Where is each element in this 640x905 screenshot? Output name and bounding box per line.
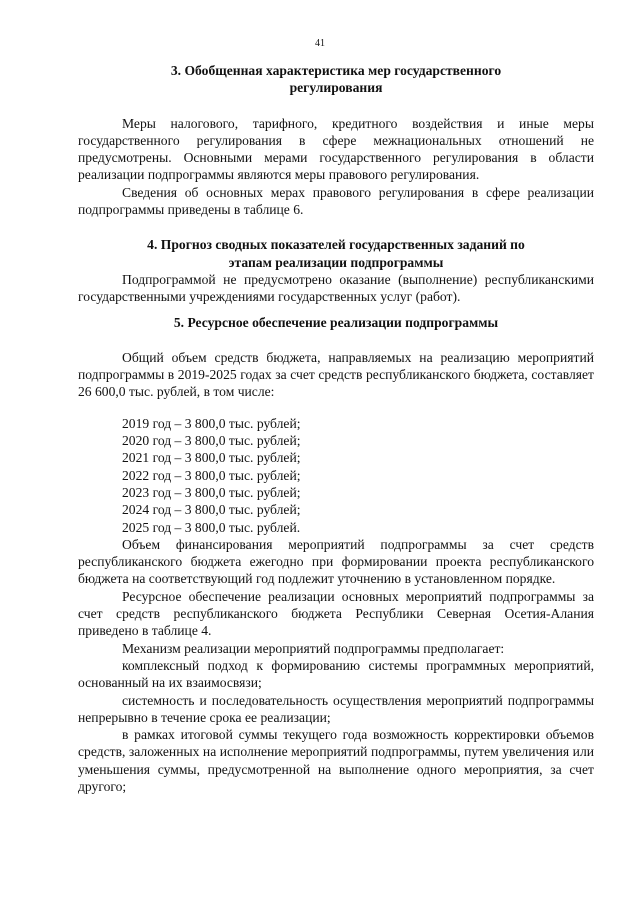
section-4-heading-line1: 4. Прогноз сводных показателей государственных заданий по bbox=[147, 237, 525, 253]
section-5-paragraph-4: Механизм реализации мероприятий подпрограммы предполагает: bbox=[122, 640, 505, 656]
section-5-paragraph-3: Ресурсное обеспечение реализации основных мероприятий подпрограммы за счет средств республиканского бюджета Республики Северная Осетия-Алания приведено в таблице 4. bbox=[78, 588, 594, 639]
funding-year-item: 2024 год – 3 800,0 тыс. рублей; bbox=[122, 502, 301, 518]
page-number: 41 bbox=[315, 38, 325, 49]
section-3-heading bbox=[78, 62, 594, 97]
section-4-heading-line2: этапам реализации подпрограммы bbox=[228, 254, 444, 270]
funding-year-item: 2020 год – 3 800,0 тыс. рублей; bbox=[122, 433, 301, 449]
section-5-paragraph-2: Объем финансирования мероприятий подпрограммы за счет средств республиканского бюджета ежегодно при формировании проекта республиканского бюджета на соответствующий год подлежит уточнению в установленном порядке. bbox=[78, 536, 594, 587]
section-3-paragraph-2: Сведения об основных мерах правового регулирования в сфере реализации подпрограммы приведены в таблице 6. bbox=[78, 184, 594, 218]
page-content bbox=[78, 62, 594, 795]
funding-year-item: 2025 год – 3 800,0 тыс. рублей. bbox=[122, 519, 301, 535]
section-5-paragraph-1: Общий объем средств бюджета, направляемых на реализацию мероприятий подпрограммы в 2019-2025 годах за счет средств республиканского бюджета, составляет 26 600,0 тыс. рублей, в том числе: bbox=[78, 349, 594, 400]
section-3-heading-line2: регулирования bbox=[289, 80, 383, 96]
funding-year-item: 2022 год – 3 800,0 тыс. рублей; bbox=[122, 467, 301, 483]
section-3-heading-line1: 3. Обобщенная характеристика мер государственного bbox=[170, 63, 502, 78]
funding-year-item: 2021 год – 3 800,0 тыс. рублей; bbox=[122, 450, 301, 466]
section-4-heading bbox=[78, 236, 594, 271]
section-4-paragraph-1: Подпрограммой не предусмотрено оказание (выполнение) республиканскими государственными учреждениями государственных услуг (работ). bbox=[78, 271, 594, 305]
section-5-paragraph-6: системность и последовательность осуществления мероприятий подпрограммы непрерывно в течение срока ее реализации; bbox=[78, 692, 594, 725]
section-5-paragraph-7: в рамках итоговой суммы текущего года возможность корректировки объемов средств, заложенных на исполнение мероприятий подпрограммы, путем увеличения или уменьшения суммы, предусмотренной на выполнение одного мероприятия, за счет другого; bbox=[78, 727, 594, 794]
funding-year-item: 2019 год – 3 800,0 тыс. рублей; bbox=[122, 415, 301, 431]
section-5-paragraph-5: комплексный подход к формированию системы программных мероприятий, основанный на их взаимосвязи; bbox=[78, 657, 594, 691]
section-5-heading: 5. Ресурсное обеспечение реализации подпрограммы bbox=[173, 314, 499, 330]
funding-by-year-list bbox=[78, 415, 594, 536]
section-3-paragraph-1: Меры налогового, тарифного, кредитного воздействия и иные меры государственного регулирования в сфере межнациональных отношений не предусмотрены. Основными мерами государственного регулирования в области реализации подпрограммы являются меры правового регулирования. bbox=[78, 115, 594, 183]
funding-year-item: 2023 год – 3 800,0 тыс. рублей; bbox=[122, 484, 301, 500]
